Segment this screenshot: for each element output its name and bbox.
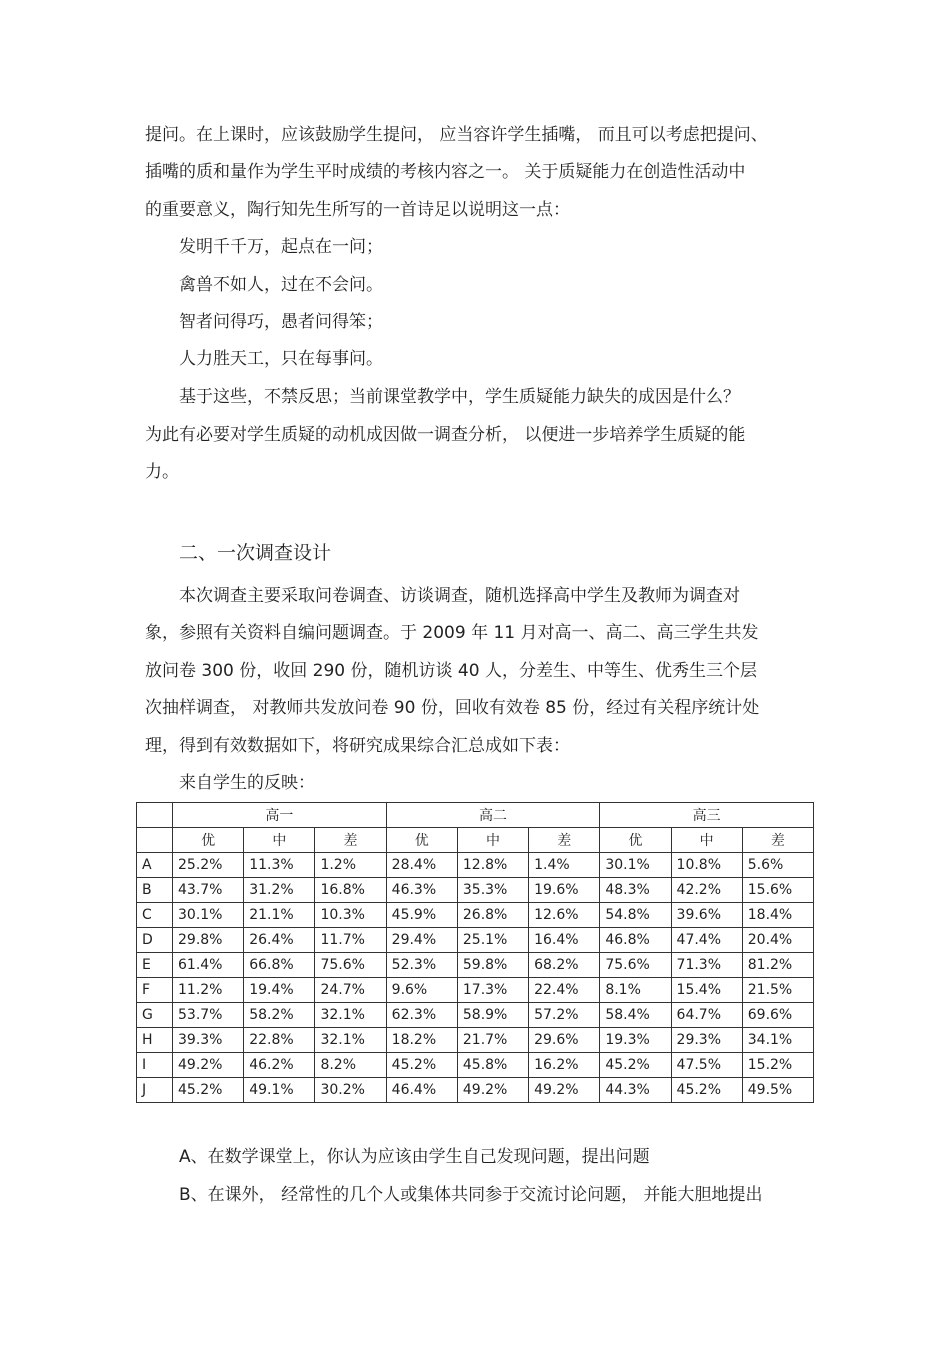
row-label-cell: D bbox=[137, 928, 173, 953]
group-header-cell: 高二 bbox=[386, 803, 600, 828]
table-row bbox=[137, 953, 814, 978]
table-cell: 16.2% bbox=[529, 1053, 600, 1078]
table-row bbox=[137, 1053, 814, 1078]
table-cell: 9.6% bbox=[386, 978, 457, 1003]
table-cell: 12.8% bbox=[457, 853, 528, 878]
table-caption: 来自学生的反映： bbox=[179, 773, 315, 793]
table-cell: 5.6% bbox=[742, 853, 813, 878]
table-cell: 32.1% bbox=[315, 1028, 386, 1053]
subheader-cell: 优 bbox=[600, 828, 671, 853]
table-cell: 26.4% bbox=[244, 928, 315, 953]
table-cell: 58.4% bbox=[600, 1003, 671, 1028]
table-cell: 15.2% bbox=[742, 1053, 813, 1078]
table-subheader-row bbox=[137, 828, 814, 853]
table-cell: 45.2% bbox=[600, 1053, 671, 1078]
table-cell: 45.2% bbox=[173, 1078, 244, 1103]
table-cell: 28.4% bbox=[386, 853, 457, 878]
poem-line: 发明千千万，起点在一问； bbox=[179, 237, 383, 257]
row-label-cell: E bbox=[137, 953, 173, 978]
table-cell: 15.4% bbox=[671, 978, 742, 1003]
table-cell: 45.9% bbox=[386, 903, 457, 928]
table-cell: 46.3% bbox=[386, 878, 457, 903]
table-cell: 11.7% bbox=[315, 928, 386, 953]
paragraph-line: 象，参照有关资料自编问题调查。于 2009 年 11 月对高一、高二、高三学生共发 bbox=[145, 623, 759, 643]
table-cell: 29.4% bbox=[386, 928, 457, 953]
subheader-cell: 优 bbox=[386, 828, 457, 853]
table-cell: 20.4% bbox=[742, 928, 813, 953]
table-cell: 49.2% bbox=[529, 1078, 600, 1103]
table-cell: 47.5% bbox=[671, 1053, 742, 1078]
table-cell: 22.8% bbox=[244, 1028, 315, 1053]
table-row bbox=[137, 878, 814, 903]
table-cell: 15.6% bbox=[742, 878, 813, 903]
paragraph-line: 为此有必要对学生质疑的动机成因做一调查分析， 以便进一步培养学生质疑的能 bbox=[145, 425, 746, 445]
row-label-cell: H bbox=[137, 1028, 173, 1053]
table-row bbox=[137, 853, 814, 878]
subheader-cell: 中 bbox=[457, 828, 528, 853]
table-cell: 16.4% bbox=[529, 928, 600, 953]
table-row bbox=[137, 903, 814, 928]
table-cell: 25.1% bbox=[457, 928, 528, 953]
table-cell: 49.2% bbox=[457, 1078, 528, 1103]
row-label-cell: B bbox=[137, 878, 173, 903]
table-cell: 42.2% bbox=[671, 878, 742, 903]
table-cell: 24.7% bbox=[315, 978, 386, 1003]
table-cell: 46.8% bbox=[600, 928, 671, 953]
table-cell: 18.4% bbox=[742, 903, 813, 928]
table-row bbox=[137, 1078, 814, 1103]
table-cell: 29.8% bbox=[173, 928, 244, 953]
table-cell: 29.6% bbox=[529, 1028, 600, 1053]
table-cell: 1.2% bbox=[315, 853, 386, 878]
table-cell: 19.3% bbox=[600, 1028, 671, 1053]
table-cell: 10.3% bbox=[315, 903, 386, 928]
group-header-cell: 高三 bbox=[600, 803, 814, 828]
table-cell: 21.7% bbox=[457, 1028, 528, 1053]
table-cell: 25.2% bbox=[173, 853, 244, 878]
poem-line: 禽兽不如人，过在不会问。 bbox=[179, 275, 383, 295]
table-cell: 8.2% bbox=[315, 1053, 386, 1078]
subheader-cell: 中 bbox=[671, 828, 742, 853]
table-cell: 30.1% bbox=[600, 853, 671, 878]
poem-line: 智者问得巧，愚者问得笨； bbox=[179, 312, 383, 332]
table-cell: 49.1% bbox=[244, 1078, 315, 1103]
table-corner-cell bbox=[137, 828, 173, 853]
table-cell: 8.1% bbox=[600, 978, 671, 1003]
table-group-header-row bbox=[137, 803, 814, 828]
table-cell: 71.3% bbox=[671, 953, 742, 978]
table-cell: 58.9% bbox=[457, 1003, 528, 1028]
table-cell: 22.4% bbox=[529, 978, 600, 1003]
subheader-cell: 优 bbox=[173, 828, 244, 853]
table-cell: 31.2% bbox=[244, 878, 315, 903]
table-cell: 45.2% bbox=[386, 1053, 457, 1078]
note-line: B、在课外， 经常性的几个人或集体共同参于交流讨论问题， 并能大胆地提出 bbox=[179, 1185, 763, 1205]
subheader-cell: 差 bbox=[315, 828, 386, 853]
table-cell: 34.1% bbox=[742, 1028, 813, 1053]
paragraph-line: 次抽样调查， 对教师共发放问卷 90 份，回收有效卷 85 份，经过有关程序统计处 bbox=[145, 698, 760, 718]
table-cell: 43.7% bbox=[173, 878, 244, 903]
table-row bbox=[137, 928, 814, 953]
table-cell: 46.4% bbox=[386, 1078, 457, 1103]
table-cell: 18.2% bbox=[386, 1028, 457, 1053]
row-label-cell: A bbox=[137, 853, 173, 878]
poem-line: 人力胜天工，只在每事问。 bbox=[179, 349, 383, 369]
paragraph-line: 理，得到有效数据如下，将研究成果综合汇总成如下表： bbox=[145, 736, 570, 756]
table-cell: 64.7% bbox=[671, 1003, 742, 1028]
survey-table bbox=[136, 802, 814, 1103]
subheader-cell: 差 bbox=[529, 828, 600, 853]
paragraph-line: 放问卷 300 份，收回 290 份，随机访谈 40 人，分差生、中等生、优秀生三个层 bbox=[145, 661, 757, 681]
paragraph-line: 插嘴的质和量作为学生平时成绩的考核内容之一。 关于质疑能力在创造性活动中 bbox=[145, 162, 746, 182]
row-label-cell: C bbox=[137, 903, 173, 928]
table-cell: 46.2% bbox=[244, 1053, 315, 1078]
table-cell: 58.2% bbox=[244, 1003, 315, 1028]
table-cell: 21.5% bbox=[742, 978, 813, 1003]
table-cell: 19.4% bbox=[244, 978, 315, 1003]
row-label-cell: F bbox=[137, 978, 173, 1003]
paragraph-line: 本次调查主要采取问卷调查、访谈调查，随机选择高中学生及教师为调查对 bbox=[179, 586, 740, 606]
table-cell: 81.2% bbox=[742, 953, 813, 978]
table-cell: 39.3% bbox=[173, 1028, 244, 1053]
table-cell: 75.6% bbox=[315, 953, 386, 978]
table-row bbox=[137, 978, 814, 1003]
subheader-cell: 差 bbox=[742, 828, 813, 853]
paragraph-line: 基于这些，不禁反思；当前课堂教学中，学生质疑能力缺失的成因是什么？ bbox=[179, 387, 740, 407]
table-cell: 19.6% bbox=[529, 878, 600, 903]
table-cell: 12.6% bbox=[529, 903, 600, 928]
group-header-cell: 高一 bbox=[173, 803, 387, 828]
paragraph-line: 提问。在上课时，应该鼓励学生提问， 应当容许学生插嘴， 而且可以考虑把提问、 bbox=[145, 125, 768, 145]
row-label-cell: J bbox=[137, 1078, 173, 1103]
table-corner-cell bbox=[137, 803, 173, 828]
table-cell: 32.1% bbox=[315, 1003, 386, 1028]
paragraph-line: 的重要意义，陶行知先生所写的一首诗足以说明这一点： bbox=[145, 200, 570, 220]
table-cell: 21.1% bbox=[244, 903, 315, 928]
table-cell: 62.3% bbox=[386, 1003, 457, 1028]
table-cell: 75.6% bbox=[600, 953, 671, 978]
table-cell: 49.2% bbox=[173, 1053, 244, 1078]
table-cell: 53.7% bbox=[173, 1003, 244, 1028]
table-cell: 11.3% bbox=[244, 853, 315, 878]
table-cell: 39.6% bbox=[671, 903, 742, 928]
row-label-cell: G bbox=[137, 1003, 173, 1028]
table-body bbox=[137, 853, 814, 1103]
table-cell: 59.8% bbox=[457, 953, 528, 978]
section-heading: 二、一次调查设计 bbox=[179, 542, 332, 564]
table-cell: 57.2% bbox=[529, 1003, 600, 1028]
table-cell: 30.1% bbox=[173, 903, 244, 928]
table-cell: 49.5% bbox=[742, 1078, 813, 1103]
table-cell: 26.8% bbox=[457, 903, 528, 928]
table-cell: 52.3% bbox=[386, 953, 457, 978]
table-cell: 54.8% bbox=[600, 903, 671, 928]
table-row bbox=[137, 1003, 814, 1028]
table-cell: 68.2% bbox=[529, 953, 600, 978]
table-cell: 29.3% bbox=[671, 1028, 742, 1053]
table-cell: 1.4% bbox=[529, 853, 600, 878]
table-cell: 48.3% bbox=[600, 878, 671, 903]
table-cell: 45.2% bbox=[671, 1078, 742, 1103]
subheader-cell: 中 bbox=[244, 828, 315, 853]
table-cell: 61.4% bbox=[173, 953, 244, 978]
table-row bbox=[137, 1028, 814, 1053]
paragraph-line: 力。 bbox=[145, 462, 179, 482]
table-cell: 47.4% bbox=[671, 928, 742, 953]
table-cell: 69.6% bbox=[742, 1003, 813, 1028]
table-cell: 45.8% bbox=[457, 1053, 528, 1078]
row-label-cell: I bbox=[137, 1053, 173, 1078]
table-cell: 66.8% bbox=[244, 953, 315, 978]
note-line: A、在数学课堂上，你认为应该由学生自己发现问题，提出问题 bbox=[179, 1147, 650, 1167]
table-cell: 17.3% bbox=[457, 978, 528, 1003]
table-cell: 10.8% bbox=[671, 853, 742, 878]
table-cell: 35.3% bbox=[457, 878, 528, 903]
table-cell: 44.3% bbox=[600, 1078, 671, 1103]
table-cell: 16.8% bbox=[315, 878, 386, 903]
table-cell: 30.2% bbox=[315, 1078, 386, 1103]
table-cell: 11.2% bbox=[173, 978, 244, 1003]
